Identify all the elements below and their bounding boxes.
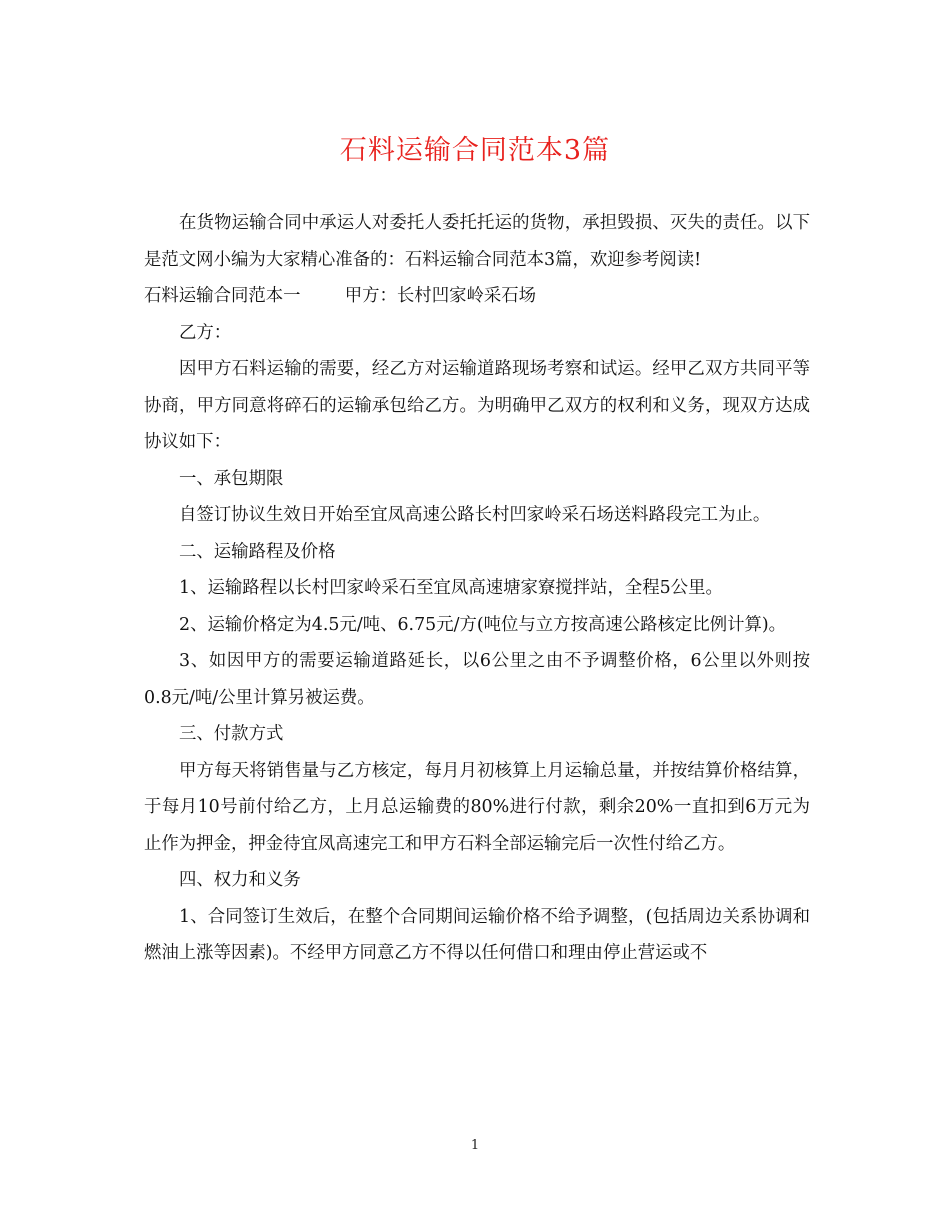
- paragraph: 1、合同签订生效后，在整个合同期间运输价格不给予调整，(包括周边关系协调和燃油上涨等因素)。不经甲方同意乙方不得以任何借口和理由停止营运或不: [144, 906, 810, 963]
- section-heading: 二、运输路程及价格: [179, 541, 336, 562]
- contract-heading-line: 石料运输合同范本一 甲方：长村凹家岭采石场: [144, 286, 537, 306]
- section-heading: 三、付款方式: [179, 724, 284, 744]
- paragraph: 3、如因甲方的需要运输道路延长，以6公里之由不予调整价格，6公里以外则按0.8元/吨/公里计算另被运费。: [144, 651, 810, 708]
- document-title: 石料运输合同范本3篇: [339, 135, 611, 166]
- page-number: 1: [470, 1138, 480, 1153]
- intro-paragraph: 在货物运输合同中承运人对委托人委托托运的货物，承担毁损、灭失的责任。以下是范文网小编为大家精心准备的：石料运输合同范本3篇，欢迎参考阅读!: [144, 213, 810, 270]
- paragraph: 甲方每天将销售量与乙方核定，每月月初核算上月运输总量，并按结算价格结算，于每月10号前付给乙方，上月总运输费的80%进行付款，剩余20%一直扣到6万元为止作为押金，押金待宜凤高速完工和甲方石料全部运输完后一次性付给乙方。: [144, 760, 810, 854]
- document-body: [144, 205, 810, 972]
- preamble-paragraph: 因甲方石料运输的需要，经乙方对运输道路现场考察和试运。经甲乙双方共同平等协商，甲方同意将碎石的运输承包给乙方。为明确甲乙双方的权利和义务，现双方达成协议如下：: [144, 359, 810, 452]
- party-b-line: 乙方：: [179, 322, 232, 343]
- paragraph: 1、运输路程以长村凹家岭采石至宜凤高速塘家寮搅拌站，全程5公里。: [179, 578, 723, 598]
- paragraph: 自签订协议生效日开始至宜凤高速公路长村凹家岭采石场送料路段完工为止。: [179, 505, 771, 525]
- section-heading: 四、权力和义务: [179, 870, 301, 890]
- section-heading: 一、承包期限: [179, 468, 284, 489]
- paragraph: 2、运输价格定为4.5元/吨、6.75元/方(吨位与立方按高速公路核定比例计算)。: [179, 614, 787, 635]
